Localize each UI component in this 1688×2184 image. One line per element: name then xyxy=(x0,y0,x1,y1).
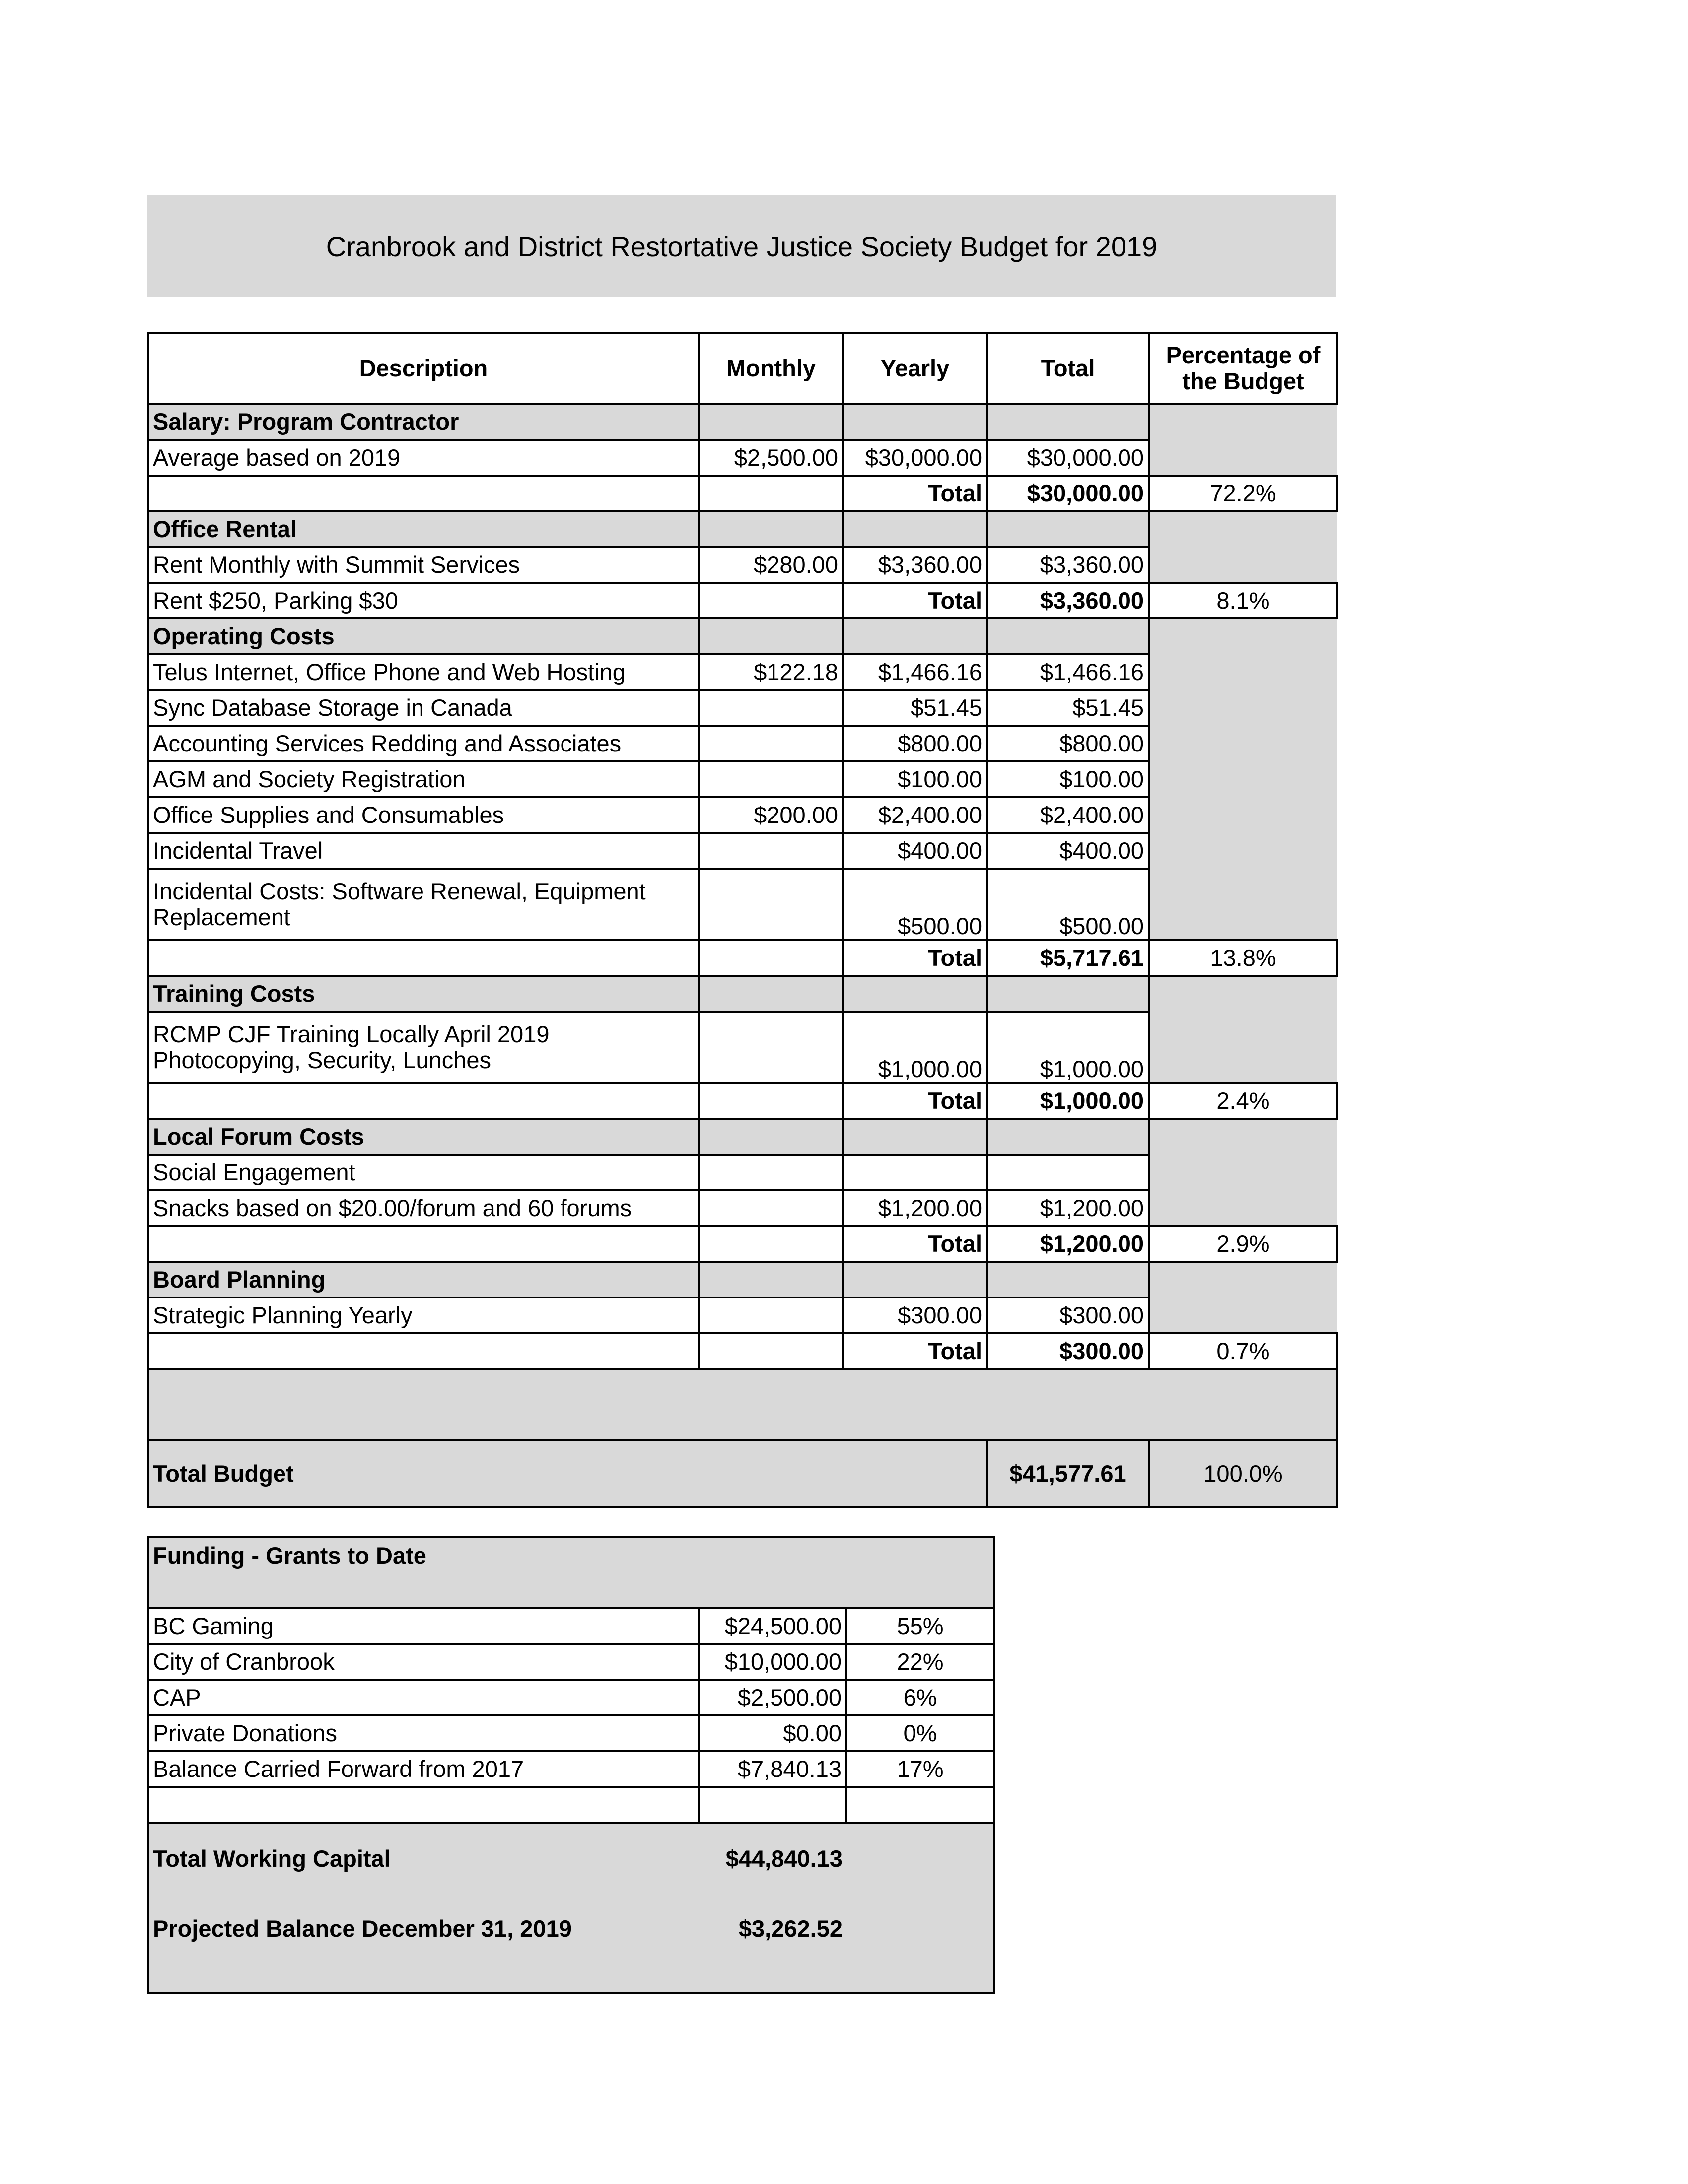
empty-cell xyxy=(987,404,1149,440)
section-heading-row xyxy=(148,1119,1337,1155)
empty-cell xyxy=(699,1226,843,1262)
item-yearly: $30,000.00 xyxy=(843,440,987,476)
item-total: $400.00 xyxy=(987,833,1149,869)
item-yearly: $400.00 xyxy=(843,833,987,869)
item-yearly: $3,360.00 xyxy=(843,547,987,583)
section-percentage: 13.8% xyxy=(1149,940,1337,976)
funding-heading-row xyxy=(148,1537,994,1608)
item-description: Office Supplies and Consumables xyxy=(148,797,699,833)
funding-source: CAP xyxy=(148,1680,699,1715)
funding-amount: $2,500.00 xyxy=(699,1680,846,1715)
section-total-label: Total xyxy=(843,583,987,618)
funding-heading: Funding - Grants to Date xyxy=(148,1537,994,1608)
funding-row xyxy=(148,1715,994,1751)
item-monthly xyxy=(699,690,843,726)
item-description: Accounting Services Redding and Associates xyxy=(148,726,699,761)
total-row-description: Rent $250, Parking $30 xyxy=(148,583,699,618)
empty-cell xyxy=(148,1787,699,1823)
section-total-value: $300.00 xyxy=(987,1333,1149,1369)
section-total-row xyxy=(148,583,1337,618)
funding-source: Private Donations xyxy=(148,1715,699,1751)
item-description: Telus Internet, Office Phone and Web Hosting xyxy=(148,654,699,690)
total-row-description xyxy=(148,940,699,976)
empty-cell xyxy=(699,1333,843,1369)
empty-cell xyxy=(987,618,1149,654)
item-yearly: $300.00 xyxy=(843,1297,987,1333)
item-monthly xyxy=(699,1012,843,1083)
item-description: Rent Monthly with Summit Services xyxy=(148,547,699,583)
funding-amount: $10,000.00 xyxy=(699,1644,846,1680)
section-total-row xyxy=(148,940,1337,976)
section-heading-row xyxy=(148,511,1337,547)
item-monthly: $280.00 xyxy=(699,547,843,583)
spacer-cell xyxy=(148,1369,1337,1440)
item-monthly: $200.00 xyxy=(699,797,843,833)
item-description: Snacks based on $20.00/forum and 60 forums xyxy=(148,1190,699,1226)
item-monthly: $122.18 xyxy=(699,654,843,690)
empty-cell xyxy=(843,618,987,654)
section-total-label: Total xyxy=(843,1333,987,1369)
item-monthly xyxy=(699,1297,843,1333)
section-heading: Office Rental xyxy=(148,511,699,547)
item-monthly xyxy=(699,761,843,797)
total-budget-value: $41,577.61 xyxy=(987,1440,1149,1507)
item-monthly: $2,500.00 xyxy=(699,440,843,476)
projected-balance-label: Projected Balance December 31, 2019 xyxy=(148,1894,699,1964)
funding-amount: $7,840.13 xyxy=(699,1751,846,1787)
percentage-filler xyxy=(1149,618,1337,940)
section-total-value: $1,200.00 xyxy=(987,1226,1149,1262)
empty-cell xyxy=(843,511,987,547)
empty-cell xyxy=(699,583,843,618)
total-row-description xyxy=(148,476,699,511)
funding-amount: $24,500.00 xyxy=(699,1608,846,1644)
empty-cell xyxy=(699,1787,846,1823)
item-total: $300.00 xyxy=(987,1297,1149,1333)
funding-source: Balance Carried Forward from 2017 xyxy=(148,1751,699,1787)
section-heading: Operating Costs xyxy=(148,618,699,654)
total-budget-percentage: 100.0% xyxy=(1149,1440,1337,1507)
section-total-row xyxy=(148,476,1337,511)
projected-balance-row xyxy=(148,1894,994,1964)
item-total: $500.00 xyxy=(987,869,1149,940)
item-yearly: $1,000.00 xyxy=(843,1012,987,1083)
percentage-filler xyxy=(1149,1119,1337,1226)
funding-percent: 0% xyxy=(846,1715,994,1751)
item-monthly xyxy=(699,1155,843,1190)
col-header-yearly: Yearly xyxy=(843,333,987,404)
percentage-filler xyxy=(1149,511,1337,583)
total-row-description xyxy=(148,1333,699,1369)
section-heading: Local Forum Costs xyxy=(148,1119,699,1155)
empty-cell xyxy=(846,1894,994,1964)
spacer-row xyxy=(148,1369,1337,1440)
item-monthly xyxy=(699,1190,843,1226)
section-total-value: $3,360.00 xyxy=(987,583,1149,618)
header-row xyxy=(148,333,1337,404)
item-yearly: $100.00 xyxy=(843,761,987,797)
empty-cell xyxy=(846,1787,994,1823)
item-yearly: $2,400.00 xyxy=(843,797,987,833)
page-title: Cranbrook and District Restortative Justice Society Budget for 2019 xyxy=(326,230,1158,262)
item-description: Sync Database Storage in Canada xyxy=(148,690,699,726)
total-working-capital-row xyxy=(148,1823,994,1894)
section-percentage: 72.2% xyxy=(1149,476,1337,511)
funding-source: BC Gaming xyxy=(148,1608,699,1644)
item-total: $800.00 xyxy=(987,726,1149,761)
funding-percent: 17% xyxy=(846,1751,994,1787)
funding-row xyxy=(148,1680,994,1715)
empty-cell xyxy=(843,1262,987,1297)
funding-bottom-row xyxy=(148,1964,994,1993)
funding-percent: 22% xyxy=(846,1644,994,1680)
item-yearly xyxy=(843,1155,987,1190)
empty-cell xyxy=(987,1119,1149,1155)
empty-cell xyxy=(987,1262,1149,1297)
item-monthly xyxy=(699,726,843,761)
item-total: $3,360.00 xyxy=(987,547,1149,583)
funding-amount: $0.00 xyxy=(699,1715,846,1751)
item-total: $1,000.00 xyxy=(987,1012,1149,1083)
section-heading-row xyxy=(148,1262,1337,1297)
funding-row xyxy=(148,1644,994,1680)
section-total-row xyxy=(148,1333,1337,1369)
total-row-description xyxy=(148,1083,699,1119)
section-total-label: Total xyxy=(843,940,987,976)
empty-cell xyxy=(699,476,843,511)
funding-percent: 55% xyxy=(846,1608,994,1644)
section-total-label: Total xyxy=(843,1226,987,1262)
funding-row xyxy=(148,1608,994,1644)
item-total: $30,000.00 xyxy=(987,440,1149,476)
empty-cell xyxy=(987,976,1149,1012)
col-header-monthly: Monthly xyxy=(699,333,843,404)
total-budget-label: Total Budget xyxy=(148,1440,987,1507)
empty-cell xyxy=(846,1823,994,1894)
item-total: $2,400.00 xyxy=(987,797,1149,833)
total-working-capital-label: Total Working Capital xyxy=(148,1823,699,1894)
item-yearly: $500.00 xyxy=(843,869,987,940)
funding-source: City of Cranbrook xyxy=(148,1644,699,1680)
empty-cell xyxy=(843,976,987,1012)
section-percentage: 2.9% xyxy=(1149,1226,1337,1262)
item-yearly: $1,200.00 xyxy=(843,1190,987,1226)
item-total: $100.00 xyxy=(987,761,1149,797)
section-total-value: $30,000.00 xyxy=(987,476,1149,511)
col-header-description: Description xyxy=(148,333,699,404)
item-description: Social Engagement xyxy=(148,1155,699,1190)
item-description: Strategic Planning Yearly xyxy=(148,1297,699,1333)
item-total xyxy=(987,1155,1149,1190)
section-total-value: $1,000.00 xyxy=(987,1083,1149,1119)
col-header-percentage: Percentage of the Budget xyxy=(1149,333,1337,404)
empty-cell xyxy=(699,511,843,547)
section-total-label: Total xyxy=(843,476,987,511)
item-description: Average based on 2019 xyxy=(148,440,699,476)
item-description: Incidental Travel xyxy=(148,833,699,869)
empty-cell xyxy=(699,1119,843,1155)
section-heading: Training Costs xyxy=(148,976,699,1012)
empty-cell xyxy=(843,404,987,440)
section-percentage: 8.1% xyxy=(1149,583,1337,618)
section-percentage: 0.7% xyxy=(1149,1333,1337,1369)
budget-table xyxy=(147,332,1338,1508)
item-description: AGM and Society Registration xyxy=(148,761,699,797)
item-total: $51.45 xyxy=(987,690,1149,726)
funding-percent: 6% xyxy=(846,1680,994,1715)
empty-cell xyxy=(987,511,1149,547)
funding-row xyxy=(148,1751,994,1787)
projected-balance-amount: $3,262.52 xyxy=(699,1894,846,1964)
section-heading-row xyxy=(148,976,1337,1012)
section-percentage: 2.4% xyxy=(1149,1083,1337,1119)
funding-empty-row xyxy=(148,1787,994,1823)
empty-cell xyxy=(699,1083,843,1119)
percentage-filler xyxy=(1149,1262,1337,1333)
empty-cell xyxy=(699,1262,843,1297)
section-heading-row xyxy=(148,404,1337,440)
item-monthly xyxy=(699,833,843,869)
empty-cell xyxy=(843,1119,987,1155)
empty-cell xyxy=(699,404,843,440)
section-heading-row xyxy=(148,618,1337,654)
item-monthly xyxy=(699,869,843,940)
empty-cell xyxy=(148,1964,994,1993)
section-total-label: Total xyxy=(843,1083,987,1119)
col-header-total: Total xyxy=(987,333,1149,404)
item-description: Incidental Costs: Software Renewal, Equipment Replacement xyxy=(148,869,699,940)
empty-cell xyxy=(699,940,843,976)
item-yearly: $800.00 xyxy=(843,726,987,761)
section-heading: Board Planning xyxy=(148,1262,699,1297)
percentage-filler xyxy=(1149,404,1337,476)
empty-cell xyxy=(699,618,843,654)
item-yearly: $1,466.16 xyxy=(843,654,987,690)
section-heading: Salary: Program Contractor xyxy=(148,404,699,440)
total-row-description xyxy=(148,1226,699,1262)
item-yearly: $51.45 xyxy=(843,690,987,726)
percentage-filler xyxy=(1149,976,1337,1083)
item-total: $1,200.00 xyxy=(987,1190,1149,1226)
funding-table xyxy=(147,1536,995,1994)
section-total-row xyxy=(148,1226,1337,1262)
item-total: $1,466.16 xyxy=(987,654,1149,690)
section-total-row xyxy=(148,1083,1337,1119)
title-banner xyxy=(147,195,1336,297)
item-description: RCMP CJF Training Locally April 2019 Photocopying, Security, Lunches xyxy=(148,1012,699,1083)
empty-cell xyxy=(699,976,843,1012)
total-budget-row xyxy=(148,1440,1337,1507)
section-total-value: $5,717.61 xyxy=(987,940,1149,976)
total-working-capital-amount: $44,840.13 xyxy=(699,1823,846,1894)
